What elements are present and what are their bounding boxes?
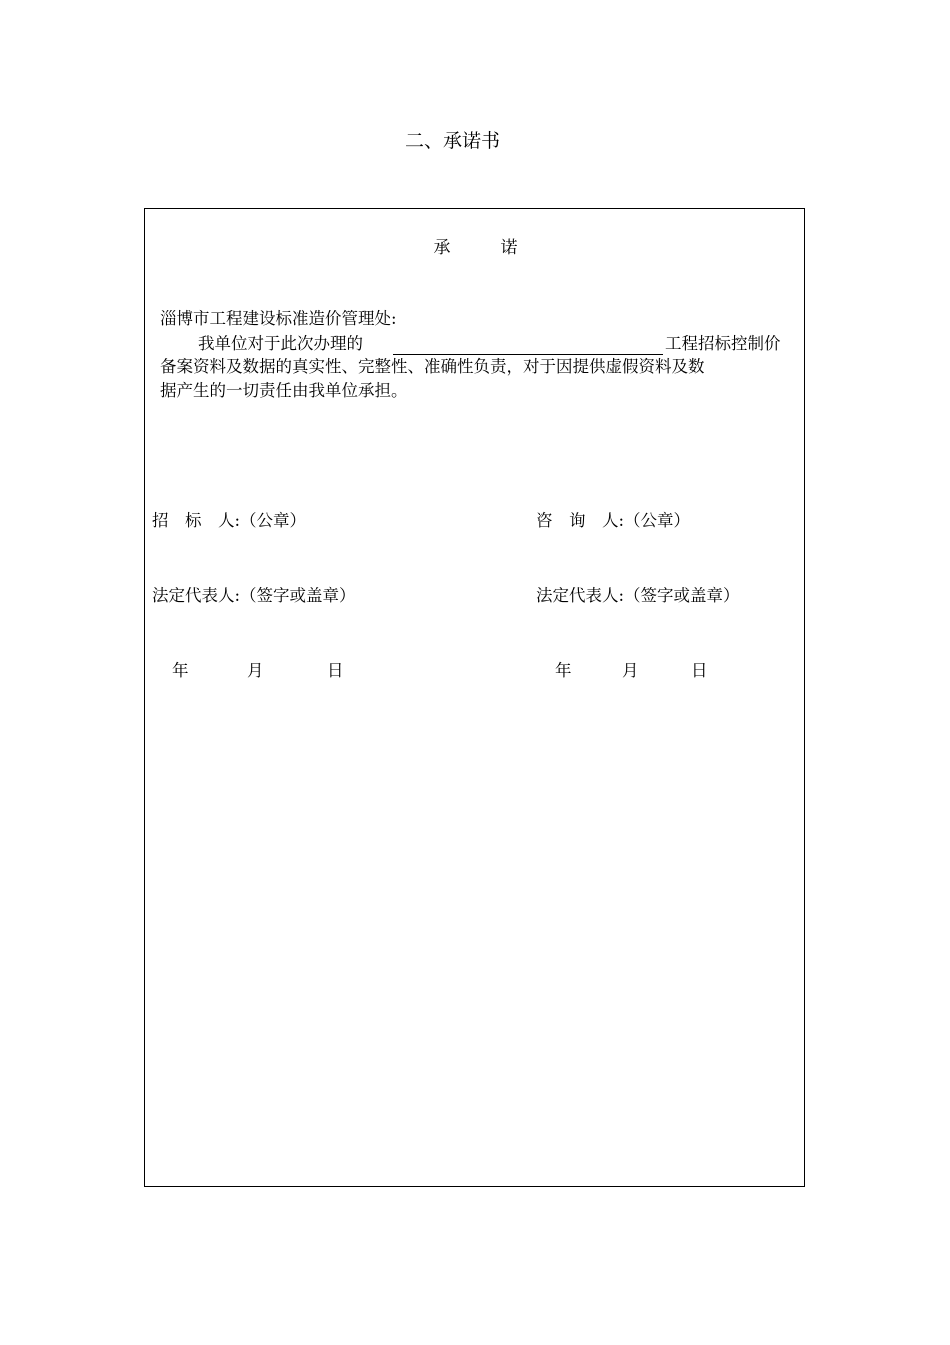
right-date-year: 年 xyxy=(555,661,572,680)
box-title-char-1: 承 xyxy=(433,238,451,258)
box-title xyxy=(145,233,806,258)
consultant-legal-rep-label: 法定代表人:（签字或盖章） xyxy=(536,586,740,605)
box-title-char-2: 诺 xyxy=(500,238,518,258)
letter-line-1-end: 工程招标控制价 xyxy=(665,334,781,353)
letter-line-3: 据产生的一切责任由我单位承担。 xyxy=(160,381,408,400)
project-name-blank[interactable] xyxy=(393,354,663,355)
right-date-day: 日 xyxy=(691,661,708,680)
consultant-seal-label: 咨 询 人:（公章） xyxy=(536,511,691,530)
commitment-box xyxy=(144,208,805,1187)
letter-line-2: 备案资料及数据的真实性、完整性、准确性负责，对于因提供虚假资料及数 xyxy=(160,357,705,376)
right-date-month: 月 xyxy=(622,661,639,680)
left-date-year: 年 xyxy=(172,661,189,680)
bidder-seal-label: 招 标 人:（公章） xyxy=(152,511,307,530)
page-title: 二、承诺书 xyxy=(404,130,500,152)
addressee: 淄博市工程建设标准造价管理处: xyxy=(160,309,397,328)
bidder-legal-rep-label: 法定代表人:（签字或盖章） xyxy=(152,586,356,605)
left-date-day: 日 xyxy=(327,661,344,680)
letter-line-1-start: 我单位对于此次办理的 xyxy=(198,334,363,353)
left-date-month: 月 xyxy=(247,661,264,680)
